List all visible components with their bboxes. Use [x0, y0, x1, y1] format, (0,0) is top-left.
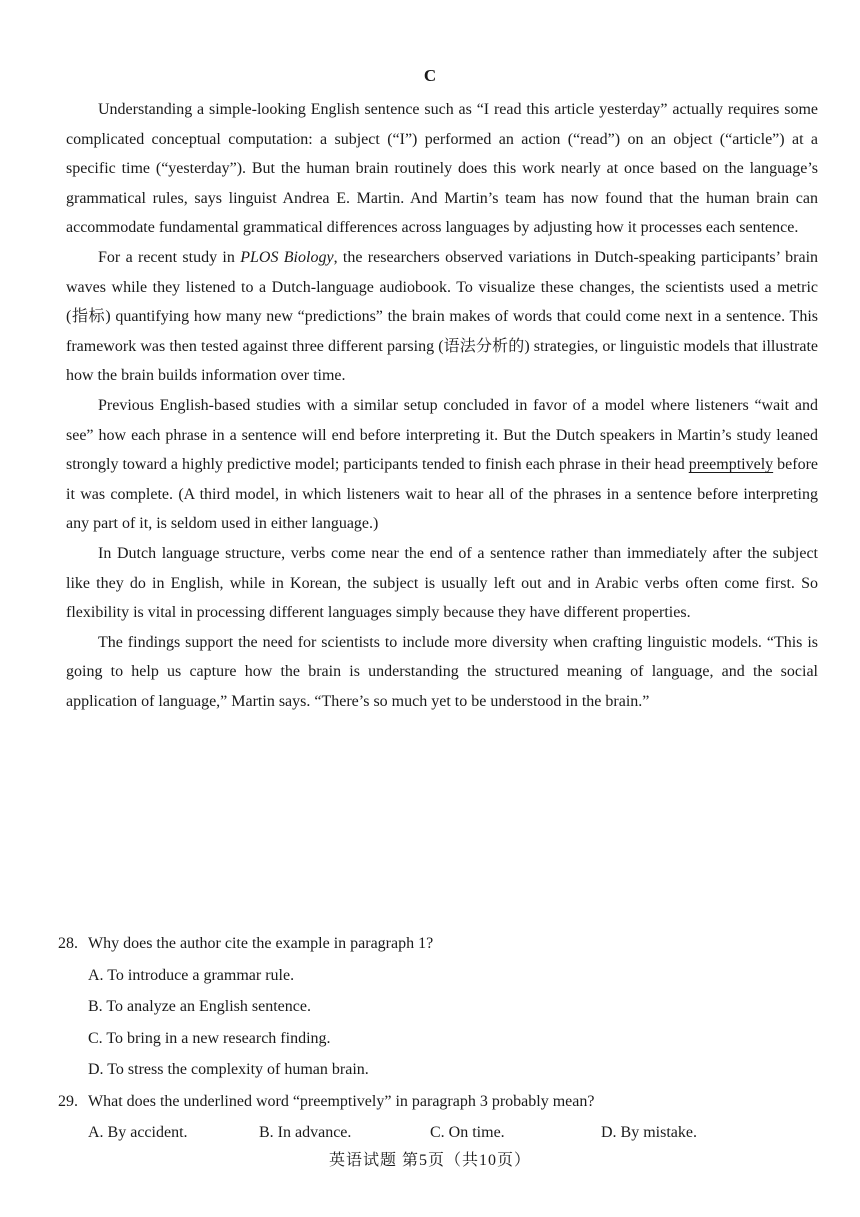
question-28: [58, 928, 818, 960]
question-stem: What does the underlined word “preemptively” in paragraph 3 probably mean?: [88, 1092, 595, 1110]
page-footer: 英语试题 第5页（共10页）: [328, 1152, 531, 1169]
option-c: C. On time.: [430, 1124, 505, 1141]
underlined-word: preemptively: [688, 456, 774, 474]
paragraph-2: [66, 243, 818, 391]
options-row: [58, 1117, 818, 1149]
section-heading: C: [423, 66, 437, 85]
paragraph-1: Understanding a simple-looking English sentence such as “I read this article yesterday” actually requires some complicated conceptual computation: a subject (“I”) performed an action (“read”) on an object (“article”) at a specific time (“yesterday”). But the human brain routinely does this work nearly at once based on the language’s grammatical rules, says linguist Andrea E. Martin. And Martin’s team has now found that the human brain can accommodate fundamental grammatical differences across languages by adjusting how it processes each sentence.: [66, 101, 818, 237]
question-29: [58, 1086, 818, 1118]
question-stem: Why does the author cite the example in paragraph 1?: [88, 935, 434, 952]
option-b: B. In advance.: [259, 1124, 352, 1141]
paragraph-3: [66, 391, 818, 539]
question-number: 28.: [58, 935, 78, 952]
paragraph-2-start: For a recent study in: [98, 248, 241, 266]
reading-passage: [66, 95, 818, 716]
option-d: D. By mistake.: [601, 1124, 697, 1141]
paragraph-3-start: Previous English-based studies with a similar setup concluded in favor of a model where listeners “wait and see” how each phrase in a sentence will end before interpreting it. But the Dutch speakers in Martin’s study leaned strongly toward a highly predictive model; participants tended to finish each phrase in their head: [66, 396, 818, 474]
paragraph-3-rest: before it was complete. (A third model, in which listeners wait to hear all of the phrases in a sentence before interpreting any part of it, is seldom used in either language.): [66, 456, 819, 533]
option-d: D. To stress the complexity of human brain.: [88, 1061, 369, 1078]
question-number: 29.: [58, 1092, 78, 1110]
journal-name: PLOS Biology: [240, 248, 334, 266]
question-list: [58, 928, 818, 1149]
option-a: A. To introduce a grammar rule.: [88, 966, 295, 984]
paragraph-2-rest: , the researchers observed variations in Dutch-speaking participants’ brain waves while they listened to a Dutch-language audiobook. To visualize these changes, the scientists used a metric (指标) quantifying how many new “predictions” the brain makes of words that could come next in a sentence. This framework was then tested against three different parsing (语法分析的) strategies, or linguistic models that illustrate how the brain builds information over time.: [66, 248, 819, 385]
option-c: C. To bring in a new research finding.: [88, 1029, 331, 1047]
paragraph-4: In Dutch language structure, verbs come near the end of a sentence rather than immediately after the subject like they do in English, while in Korean, the subject is usually left out and in Arabic verbs often come first. So flexibility is vital in processing different languages simply because they have different properties.: [66, 544, 818, 622]
option-b: B. To analyze an English sentence.: [88, 998, 311, 1015]
option-a: A. By accident.: [88, 1124, 188, 1141]
paragraph-5: The findings support the need for scientists to include more diversity when crafting linguistic models. “This is going to help us capture how the brain is understanding the structured meaning of language, and the social application of language,” Martin says. “There’s so much yet to be understood in the brain.”: [66, 633, 818, 710]
